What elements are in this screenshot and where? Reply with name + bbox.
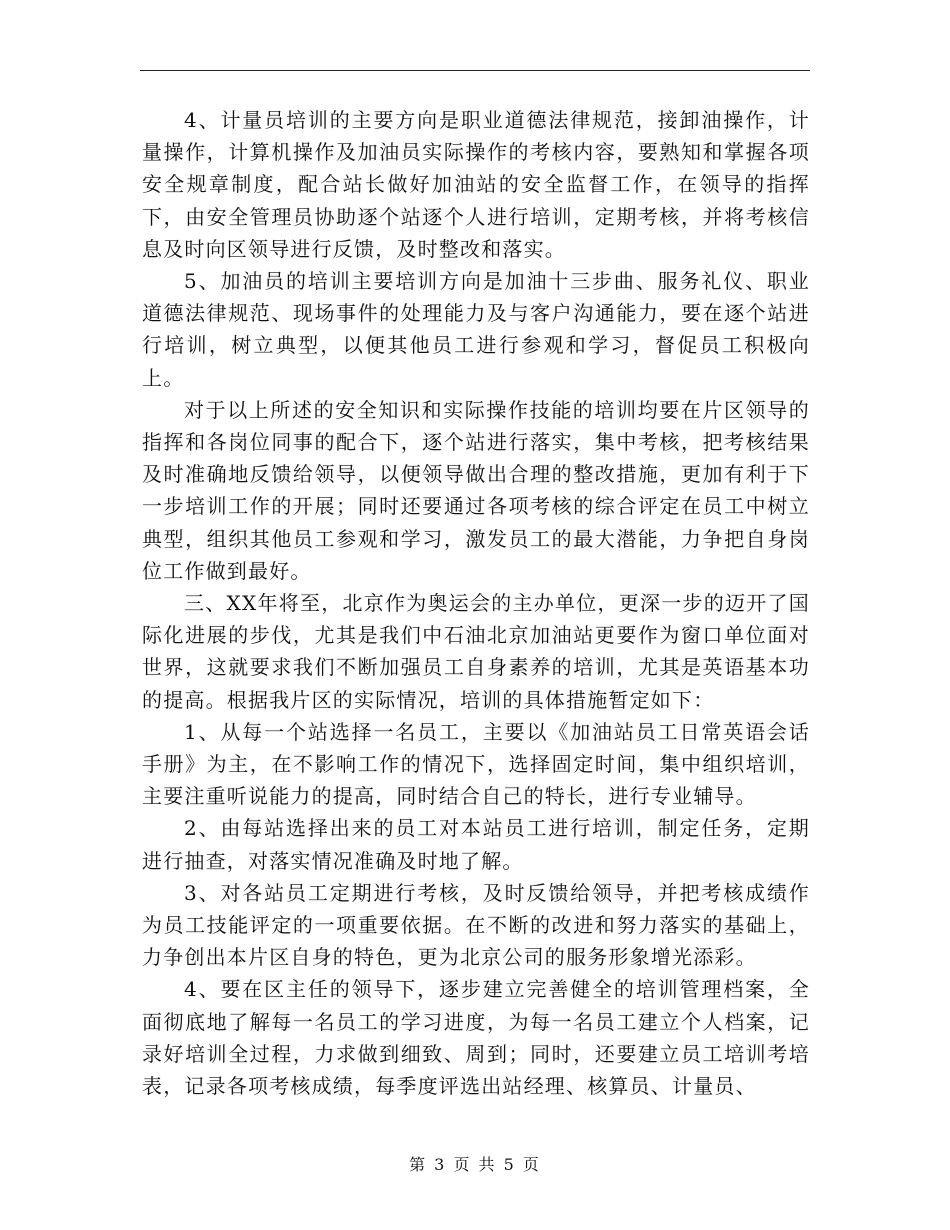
paragraph-section-three-intro: 三、XX年将至，北京作为奥运会的主办单位，更深一步的迈开了国际化进展的步伐，尤其是我们中石油北京加油站更要作为窗口单位面对世界，这就要求我们不断加强员工自身素养的培训，尤其是英语基本功的提高。根据我片区的实际情况，培训的具体措施暂定如下： [142, 591, 810, 712]
paragraph-measure-4: 4、要在区主任的领导下，逐步建立完善健全的培训管理档案，全面彻底地了解每一名员工的学习进度，为每一名员工建立个人档案，记录好培训全过程，力求做到细致、周到；同时，还要建立员工培训考培表，记录各项考核成绩，每季度评选出站经理、核算员、计量员、 [142, 977, 810, 1099]
paragraph-meter-staff-training: 4、计量员培训的主要方向是职业道德法律规范，接卸油操作，计量操作，计算机操作及加油员实际操作的考核内容，要熟知和掌握各项安全规章制度，配合站长做好加油站的安全监督工作，在领导的指挥下，由安全管理员协助逐个站逐个人进行培训，定期考核，并将考核信息及时向区领导进行反馈，及时整改和落实。 [142, 108, 810, 261]
document-body [142, 104, 810, 1102]
paragraph-fuel-attendant-training: 5、加油员的培训主要培训方向是加油十三步曲、服务礼仪、职业道德法律规范、现场事件的处理能力及与客户沟通能力，要在逐个站进行培训，树立典型，以便其他员工进行参观和学习，督促员工积极向上。 [142, 269, 810, 390]
paragraph-training-implementation: 对于以上所述的安全知识和实际操作技能的培训均要在片区领导的指挥和各岗位同事的配合下，逐个站进行落实，集中考核，把考核结果及时准确地反馈给领导，以便领导做出合理的整改措施，更加有利于下一步培训工作的开展；同时还要通过各项考核的综合评定在员工中树立典型，组织其他员工参观和学习，激发员工的最大潜能，力争把自身岗位工作做到最好。 [142, 397, 810, 583]
header-rule [140, 70, 810, 71]
paragraph-measure-2: 2、由每站选择出来的员工对本站员工进行培训，制定任务，定期进行抽查，对落实情况准确及时地了解。 [142, 816, 810, 873]
page-number-footer: 第 3 页 共 5 页 [409, 1155, 541, 1174]
paragraph-measure-3: 3、对各站员工定期进行考核，及时反馈给领导，并把考核成绩作为员工技能评定的一项重要依据。在不断的改进和努力落实的基础上，力争创出本片区自身的特色，更为北京公司的服务形象增光添彩。 [142, 880, 810, 970]
paragraph-measure-1: 1、从每一个站选择一名员工，主要以《加油站员工日常英语会话手册》为主，在不影响工作的情况下，选择固定时间，集中组织培训，主要注重听说能力的提高，同时结合自己的特长，进行专业辅导。 [142, 719, 810, 809]
